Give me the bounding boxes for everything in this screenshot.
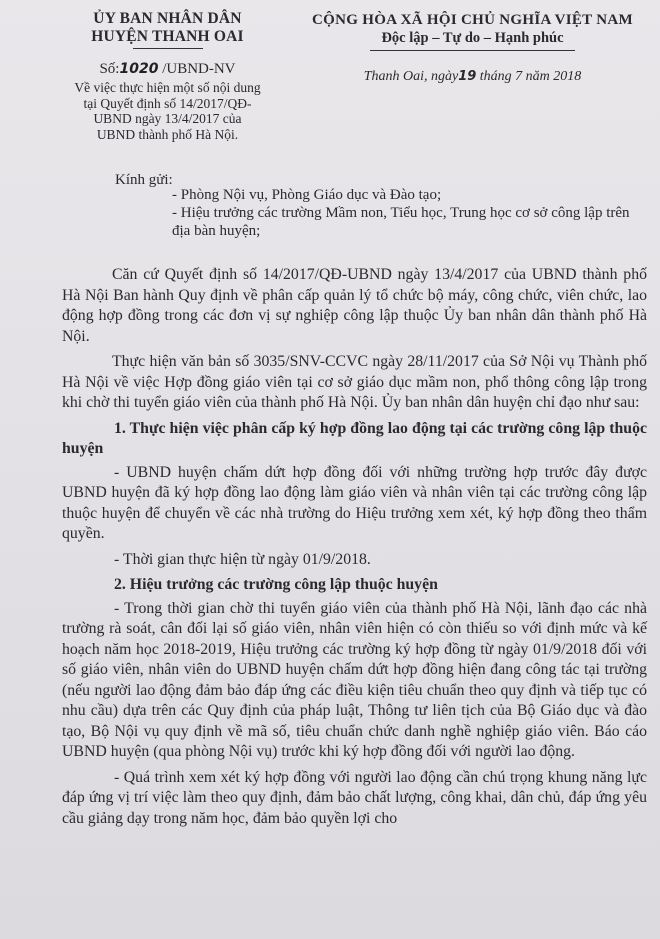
doc-no-prefix: Số: [99, 61, 120, 77]
recipients-label: Kính gửi: [115, 172, 173, 188]
subject-line: tại Quyết định số 14/2017/QĐ- [83, 95, 252, 111]
document-subject [60, 80, 275, 142]
recipient-item: - Phòng Nội vụ, Phòng Giáo dục và Đào tạo; [172, 187, 442, 203]
issuing-authority-block [60, 10, 275, 142]
org-underline [133, 48, 203, 49]
section-heading-1: 1. Thực hiện việc phân cấp ký hợp đồng lao động tại các trường công lập thuộc huyện [62, 419, 647, 457]
section-heading-2: 2. Hiệu trưởng các trường công lập thuộc huyện [114, 576, 438, 593]
section1-item: - UBND huyện chấm dứt hợp đồng đối với những trường hợp trước đây được UBND huyện đã ký hợp đồng lao động làm giáo viên và nhân viên tại các trường công lập thuộc huyện để chuyển về các nhà trường do Hiệu trưởng xem xét, ký hợp đồng theo thẩm quyền. [62, 463, 647, 542]
place-date-prefix: Thanh Oai, ngày [363, 69, 459, 84]
motto-underline [370, 50, 575, 51]
section1-item: - Thời gian thực hiện từ ngày 01/9/2018. [114, 550, 371, 568]
recipients-list [172, 186, 642, 240]
section2-item: - Trong thời gian chờ thi tuyển giáo viên của thành phố Hà Nội, lãnh đạo các nhà trường rà soát, cân đối lại số giáo viên, nhân viên hiện có còn thiếu so với định mức và kế hoạch năm học 2018-2019, Hiệu trưởng các trường ký hợp đồng từ ngày 01/9/2018 đối với số giáo viên, nhân viên do UBND huyện chấm dứt hợp đồng hiện đang công tác tại trường (nếu người lao động đảm bảo đáp ứng các điều kiện tiêu chuẩn theo quy định và tiếp tục có nhu cầu) dựa trên các Quy định của pháp luật, Thông tư liên tịch của Bộ Giáo dục và đào tạo, Bộ Nội vụ quy định về mã số, tiêu chuẩn chức danh nghề nghiệp giáo viên. Báo cáo UBND huyện (qua phòng Nội vụ) trước khi ký hợp đồng đối với người lao động. [62, 599, 647, 760]
paragraph-legal-basis: Căn cứ Quyết định số 14/2017/QĐ-UBND ngày 13/4/2017 của UBND thành phố Hà Nội Ban hành Quy định về phân cấp quản lý tổ chức bộ máy, công chức, viên chức, lao động hợp đồng trong các đơn vị sự nghiệp công lập thuộc Ủy ban nhân dân thành phố Hà Nội. [62, 266, 647, 345]
doc-no-handwritten: 1020 [119, 61, 159, 77]
org-name-line1: ỦY BAN NHÂN DÂN [93, 10, 242, 27]
document-body [62, 265, 647, 834]
subject-line: Về việc thực hiện một số nội dung [74, 80, 261, 95]
doc-no-suffix: /UBND-NV [158, 61, 236, 77]
document-number [60, 61, 275, 78]
place-date-suffix: tháng 7 năm 2018 [476, 69, 582, 84]
national-header-block [300, 12, 645, 85]
recipient-item: - Hiệu trưởng các trường Mầm non, Tiểu học, Trung học cơ sở công lập trên địa bàn huyện; [172, 205, 630, 239]
subject-line: UBND ngày 13/4/2017 của [93, 111, 242, 126]
paragraph-implementation: Thực hiện văn bản số 3035/SNV-CCVC ngày 28/11/2017 của Sở Nội vụ Thành phố Hà Nội về việc Hợp đồng giáo viên tại cơ sở giáo dục mầm non, phổ thông công lập trong khi chờ thi tuyển giáo viên của thành phố Hà Nội. Ủy ban nhân dân huyện chỉ đạo như sau: [62, 353, 647, 411]
section2-item: - Quá trình xem xét ký hợp đồng với người lao động cần chú trọng khung năng lực đáp ứng vị trí việc làm theo quy định, đảm bảo chất lượng, công khai, dân chủ, đáp ứng yêu cầu giảng dạy trong năm học, đảm bảo quyền lợi cho [62, 768, 647, 827]
subject-line: UBND thành phố Hà Nội. [96, 126, 239, 142]
place-and-date [300, 69, 645, 85]
day-handwritten: 19 [458, 69, 477, 84]
org-name-line2: HUYỆN THANH OAI [91, 28, 244, 45]
national-motto: Độc lập – Tự do – Hạnh phúc [381, 30, 564, 46]
national-title: CỘNG HÒA XÃ HỘI CHỦ NGHĨA VIỆT NAM [312, 12, 633, 28]
